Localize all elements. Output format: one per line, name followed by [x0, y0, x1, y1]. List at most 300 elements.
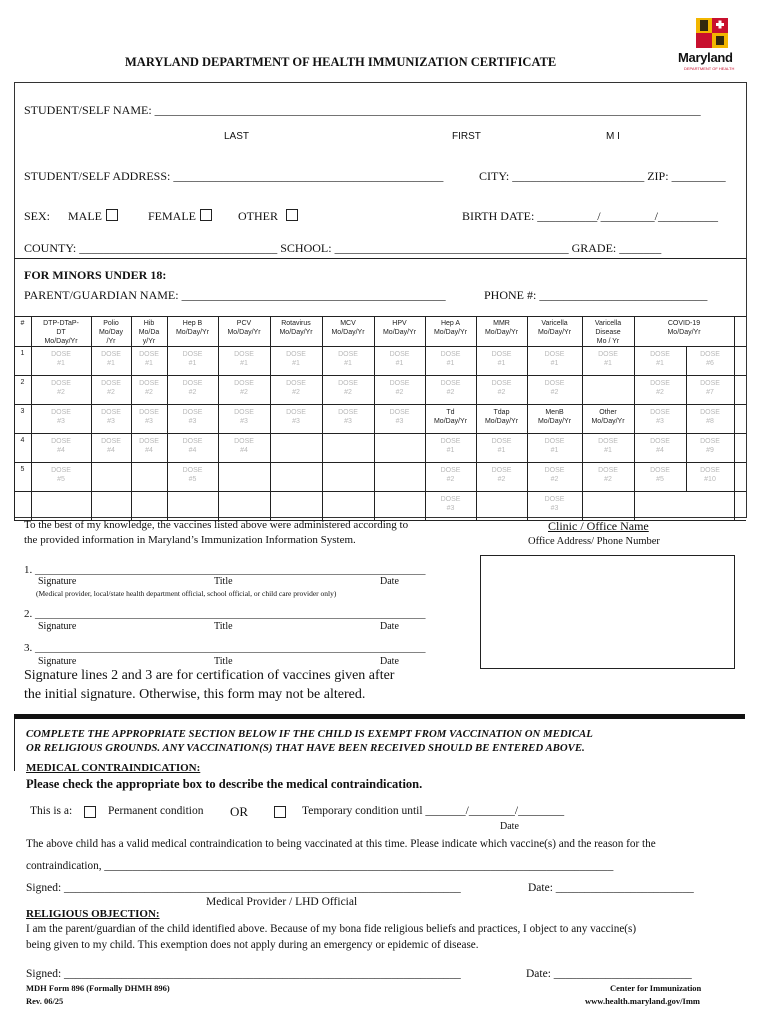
dose-number: #1 [497, 447, 506, 454]
signature-line-1[interactable]: 1. _______________________________________________________________________ [24, 564, 426, 576]
dose-number: #2 [145, 389, 153, 396]
column-header-text: Mo/Day/Yr [382, 329, 417, 336]
dose-number: #1 [395, 360, 404, 367]
dose-number: #3 [344, 418, 352, 425]
male-option[interactable] [68, 209, 118, 224]
vaccine-label-other-text: Mo/Day/Yr [591, 418, 625, 425]
dose-date-field[interactable] [167, 350, 218, 368]
dose-word: DOSE [544, 380, 565, 387]
dose-date-field[interactable] [686, 437, 734, 455]
medical-instruction: Please check the appropriate box to describe the medical contraindication. [26, 777, 423, 791]
dose-word: DOSE [544, 351, 565, 358]
form-number: MDH Form 896 (Formally DHMH 896) [26, 983, 170, 993]
parent-name-field[interactable]: PARENT/GUARDIAN NAME: ____________________________________________ [24, 288, 446, 302]
logo-text: Maryland [678, 50, 733, 65]
dose-date-field[interactable] [167, 437, 218, 455]
first-label: FIRST [452, 131, 481, 142]
temporary-date-field[interactable]: Temporary condition until _______/________/________ [302, 805, 565, 817]
dose-word: DOSE [700, 467, 720, 474]
dose-word: DOSE [286, 351, 306, 358]
dose-date-field[interactable] [131, 350, 167, 368]
column-header [634, 319, 734, 337]
dose-date-field[interactable] [270, 379, 322, 397]
signature-caption: Signature [38, 621, 77, 632]
dose-number: #2 [446, 476, 455, 483]
male-label: MALE [68, 209, 102, 223]
female-option[interactable] [148, 209, 212, 224]
dose-date-field[interactable] [31, 437, 91, 455]
dose-word: DOSE [700, 380, 720, 387]
provider-caption: Medical Provider / LHD Official [206, 896, 358, 908]
or-label: OR [230, 804, 249, 819]
permanent-checkbox[interactable] [84, 806, 96, 818]
dose-word: DOSE [440, 496, 461, 503]
dose-word: DOSE [491, 380, 512, 387]
title-caption: Title [214, 621, 233, 632]
dose-date-field[interactable] [91, 437, 131, 455]
dose-date-field[interactable] [634, 437, 686, 455]
dose-date-field[interactable] [686, 379, 734, 397]
dose-word: DOSE [650, 438, 670, 445]
dose-number: #5 [57, 476, 65, 483]
column-header-text: Rotavirus [281, 320, 311, 327]
dose-number: #1 [188, 360, 197, 367]
column-header-text: Mo / Yr [596, 338, 620, 345]
dose-number: #2 [188, 389, 197, 396]
row-number-text: 4 [20, 437, 25, 444]
column-header-text: Mo/Day/Yr [331, 329, 365, 336]
dose-number: #1 [656, 360, 664, 367]
dose-number: #1 [292, 360, 300, 367]
birth-date-field[interactable]: BIRTH DATE: __________/_________/__________ [462, 209, 718, 223]
exempt-instruction-1: COMPLETE THE APPROPRIATE SECTION BELOW IF THE CHILD IS EXEMPT FROM VACCINATION ON MEDICAL [26, 728, 593, 740]
column-header-text: Mo/Day/Yr [667, 329, 701, 336]
dose-word: DOSE [234, 409, 254, 416]
dose-date-field[interactable] [686, 466, 734, 484]
permanent-label: Permanent condition [108, 805, 204, 817]
dose-number: #1 [497, 360, 506, 367]
dose-number: #5 [656, 476, 664, 483]
dose-word: DOSE [139, 380, 159, 387]
column-header-text: Mo/Day/Yr [279, 329, 313, 336]
dose-word: DOSE [139, 409, 159, 416]
dose-number: #8 [706, 418, 714, 425]
dose-word: DOSE [544, 496, 565, 503]
vaccine-label-tdap-text: Mo/Day/Yr [484, 418, 519, 425]
dose-date-field[interactable] [527, 379, 582, 397]
mi-label: M I [606, 131, 620, 142]
dose-number: #2 [656, 389, 664, 396]
column-header [476, 319, 527, 337]
row-number-text: 3 [20, 408, 25, 415]
dose-date-field[interactable] [131, 379, 167, 397]
dose-date-field[interactable] [634, 379, 686, 397]
dose-date-field[interactable] [374, 408, 425, 426]
dose-number: #1 [446, 447, 455, 454]
dose-date-field[interactable] [527, 495, 582, 513]
dose-word: DOSE [491, 438, 512, 445]
dose-date-field[interactable] [91, 350, 131, 368]
dose-number: #1 [145, 360, 153, 367]
dose-number: #4 [145, 447, 153, 454]
dose-word: DOSE [389, 380, 410, 387]
dose-number: #2 [240, 389, 248, 396]
dose-word: DOSE [700, 351, 720, 358]
column-header-text: Mo/Da [138, 329, 160, 336]
dose-date-field[interactable] [476, 379, 527, 397]
column-header-text: Mo/Day/Yr [433, 329, 468, 336]
dose-word: DOSE [338, 380, 358, 387]
row-number [14, 465, 31, 474]
center-url: www.health.maryland.gov/Imm [585, 996, 700, 1006]
dose-word: DOSE [598, 351, 618, 358]
form-title: MARYLAND DEPARTMENT OF HEALTH IMMUNIZATION CERTIFICATE [125, 55, 557, 69]
row-number [14, 378, 31, 387]
dose-date-field[interactable] [91, 408, 131, 426]
column-header-text: Varicella [594, 320, 622, 327]
column-header [131, 319, 167, 346]
student-address-field[interactable]: STUDENT/SELF ADDRESS: _____________________________________________ [24, 169, 444, 183]
dose-number: #1 [604, 360, 612, 367]
divider [14, 719, 15, 771]
dose-date-field[interactable] [270, 350, 322, 368]
column-header-text: # [20, 320, 25, 327]
dose-number: #10 [704, 476, 716, 483]
other-checkbox[interactable] [286, 209, 298, 221]
dose-word: DOSE [440, 467, 461, 474]
column-header [322, 319, 374, 337]
dose-date-field[interactable] [425, 379, 476, 397]
dose-number: #2 [550, 389, 559, 396]
dose-word: DOSE [338, 351, 358, 358]
dose-word: DOSE [101, 409, 121, 416]
dose-date-field[interactable] [425, 437, 476, 455]
clinic-name-label: Clinic / Office Name [548, 519, 649, 533]
alteration-warning-2: the initial signature. Otherwise, this form may not be altered. [24, 687, 366, 702]
table-grid-line [14, 375, 746, 376]
column-header-text: Hep A [440, 320, 461, 327]
maryland-logo [678, 14, 748, 74]
dose-word: DOSE [650, 467, 670, 474]
row-number [14, 407, 31, 416]
phone-field[interactable]: PHONE #: ____________________________ [484, 288, 708, 302]
male-checkbox[interactable] [106, 209, 118, 221]
vaccine-label-tdap-text: Tdap [493, 409, 510, 416]
clinic-stamp-box[interactable] [480, 555, 735, 669]
dose-date-field[interactable] [634, 408, 686, 426]
dose-date-field[interactable] [374, 379, 425, 397]
dose-word: DOSE [338, 409, 358, 416]
dose-word: DOSE [598, 438, 618, 445]
date-caption: Date [380, 621, 399, 632]
dose-date-field[interactable] [322, 408, 374, 426]
vaccine-label-tdap [476, 408, 527, 426]
dose-number: #1 [604, 447, 612, 454]
dose-date-field[interactable] [167, 466, 218, 484]
column-header-text: Mo/Day/Yr [227, 329, 261, 336]
dose-number: #2 [604, 476, 612, 483]
dose-date-field[interactable] [167, 408, 218, 426]
column-header-text: /Yr [106, 338, 116, 345]
dose-date-field[interactable] [31, 408, 91, 426]
column-header-text: Disease [595, 329, 621, 336]
dose-date-field[interactable] [527, 437, 582, 455]
student-name-field[interactable]: STUDENT/SELF NAME: ___________________________________________________________________________________________ [24, 103, 701, 117]
dose-word: DOSE [491, 467, 512, 474]
date-caption: Date [380, 656, 399, 667]
dose-date-field[interactable] [476, 466, 527, 484]
signature-caption: Signature [38, 576, 77, 587]
dose-word: DOSE [389, 351, 410, 358]
column-header [14, 319, 31, 328]
column-header [582, 319, 634, 346]
date-caption: Date [380, 576, 399, 587]
column-header-text: Hep B [182, 320, 203, 327]
county-school-grade-field[interactable]: COUNTY: _________________________________ SCHOOL: _______________________________________ GRADE: _______ [24, 241, 662, 255]
column-header-text: Varicella [541, 320, 568, 327]
dose-word: DOSE [51, 409, 71, 416]
other-option[interactable] [238, 209, 298, 224]
dose-word: DOSE [51, 380, 71, 387]
religious-text-1: I am the parent/guardian of the child identified above. Because of my bona fide religious beliefs and practices, I object to any vaccine(s) [26, 923, 637, 935]
center-name: Center for Immunization [610, 983, 702, 993]
dose-number: #2 [292, 389, 300, 396]
dose-number: #3 [107, 418, 115, 425]
dose-word: DOSE [650, 351, 670, 358]
dose-date-field[interactable] [476, 437, 527, 455]
dose-number: #1 [550, 447, 559, 454]
attestation-line-1: To the best of my knowledge, the vaccines listed above were administered according to [24, 519, 409, 531]
dose-date-field[interactable] [686, 408, 734, 426]
dose-word: DOSE [51, 467, 71, 474]
female-checkbox[interactable] [200, 209, 212, 221]
title-caption: Title [214, 576, 233, 587]
dose-date-field[interactable] [167, 379, 218, 397]
dose-date-field[interactable] [131, 408, 167, 426]
dose-date-field[interactable] [527, 350, 582, 368]
female-label: FEMALE [148, 209, 196, 223]
dose-date-field[interactable] [476, 350, 527, 368]
dose-word: DOSE [286, 380, 306, 387]
column-header-text: COVID-19 [667, 320, 701, 327]
dose-number: #1 [240, 360, 248, 367]
dose-number: #2 [497, 389, 506, 396]
dose-number: #1 [550, 360, 559, 367]
row-number-text: 1 [20, 350, 25, 357]
logo-subtext: DEPARTMENT OF HEALTH [684, 66, 735, 71]
dose-number: #2 [550, 476, 559, 483]
table-grid-line [14, 433, 746, 434]
column-header-text: Mo/Day/Yr [537, 329, 572, 336]
dose-number: #3 [395, 418, 404, 425]
signature-line-2[interactable]: 2. _______________________________________________________________________ [24, 608, 426, 620]
office-address-label: Office Address/ Phone Number [528, 536, 660, 547]
dose-word: DOSE [51, 351, 71, 358]
dose-number: #3 [550, 505, 559, 512]
dose-date-field[interactable] [218, 350, 270, 368]
dose-number: #4 [57, 447, 65, 454]
religious-signed-field[interactable]: Signed: _____________________________________________________________________ [26, 968, 461, 980]
dose-number: #1 [107, 360, 115, 367]
religious-date-field[interactable]: Date: ________________________ [526, 968, 692, 980]
religious-text-2: being given to my child. This exemption does not apply during an emergency or epidemic of disease. [26, 939, 479, 951]
dose-word: DOSE [101, 380, 121, 387]
dose-number: #9 [706, 447, 714, 454]
dose-word: DOSE [286, 409, 306, 416]
dose-word: DOSE [182, 380, 203, 387]
vaccine-label-td-text: Mo/Day/Yr [433, 418, 468, 425]
contraindication-field[interactable]: contraindication, ___________________________________________________________________________________________ [26, 860, 614, 872]
dose-word: DOSE [440, 438, 461, 445]
dose-number: #4 [188, 447, 197, 454]
table-grid-line [14, 404, 746, 405]
signature-line-3[interactable]: 3. _______________________________________________________________________ [24, 642, 426, 654]
vaccine-label-menb-text: Mo/Day/Yr [537, 418, 572, 425]
maryland-flag-icon [678, 14, 748, 74]
dose-number: #7 [706, 389, 714, 396]
dose-number: #2 [344, 389, 352, 396]
dose-number: #4 [240, 447, 248, 454]
signature-note: (Medical provider, local/state health department official, school official, or child care provider only) [36, 589, 337, 598]
column-header-text: Mo/Day [98, 329, 124, 336]
medical-date-field[interactable]: Date: ________________________ [528, 882, 694, 894]
vaccine-label-other-text: Other [599, 409, 617, 416]
dose-number: #3 [57, 418, 65, 425]
row-number-text: 5 [20, 466, 25, 473]
vaccine-label-td [425, 408, 476, 426]
date-caption: Date [500, 821, 519, 832]
temporary-checkbox[interactable] [274, 806, 286, 818]
dose-number: #2 [497, 476, 506, 483]
column-header [270, 319, 322, 337]
minors-heading: FOR MINORS UNDER 18: [24, 268, 167, 282]
dose-number: #2 [395, 389, 404, 396]
dose-date-field[interactable] [31, 379, 91, 397]
dose-word: DOSE [234, 351, 254, 358]
title-caption: Title [214, 656, 233, 667]
dose-number: #3 [145, 418, 153, 425]
dose-word: DOSE [598, 467, 618, 474]
dose-number: #2 [57, 389, 65, 396]
column-header-text: DT [56, 329, 66, 336]
dose-date-field[interactable] [686, 350, 734, 368]
dose-number: #2 [446, 389, 455, 396]
signature-caption: Signature [38, 656, 77, 667]
dose-date-field[interactable] [374, 350, 425, 368]
column-header-text: DTP-DTaP- [43, 320, 79, 327]
dose-date-field[interactable] [218, 408, 270, 426]
row-number [14, 349, 31, 358]
dose-word: DOSE [182, 409, 203, 416]
column-header-text: PCV [236, 320, 252, 327]
dose-number: #4 [656, 447, 664, 454]
dose-number: #5 [188, 476, 197, 483]
dose-word: DOSE [700, 409, 720, 416]
dose-word: DOSE [389, 409, 410, 416]
column-header-text: Hib [143, 320, 155, 327]
dose-date-field[interactable] [425, 466, 476, 484]
dose-date-field[interactable] [582, 350, 634, 368]
dose-word: DOSE [234, 380, 254, 387]
dose-number: #2 [107, 389, 115, 396]
dose-date-field[interactable] [527, 466, 582, 484]
dose-number: #1 [446, 360, 455, 367]
exempt-instruction-2: OR RELIGIOUS GROUNDS. ANY VACCINATION(S) THAT HAVE BEEN RECEIVED SHOULD BE ENTERED ABOVE. [26, 742, 585, 754]
dose-date-field[interactable] [634, 350, 686, 368]
dose-word: DOSE [650, 380, 670, 387]
dose-date-field[interactable] [131, 437, 167, 455]
dose-word: DOSE [440, 380, 461, 387]
column-header-text: Polio [103, 320, 119, 327]
row-number [14, 436, 31, 445]
dose-date-field[interactable] [218, 437, 270, 455]
medical-signed-field[interactable]: Signed: _____________________________________________________________________ [26, 882, 461, 894]
dose-word: DOSE [101, 438, 121, 445]
dose-word: DOSE [544, 467, 565, 474]
dose-word: DOSE [650, 409, 670, 416]
column-header [31, 319, 91, 346]
column-header-text: HPV [392, 320, 407, 327]
table-grid-line [14, 346, 746, 347]
dose-word: DOSE [544, 438, 565, 445]
dose-number: #3 [240, 418, 248, 425]
dose-word: DOSE [440, 351, 461, 358]
dose-date-field[interactable] [218, 379, 270, 397]
section-divider-bar [14, 714, 745, 719]
dose-word: DOSE [51, 438, 71, 445]
dose-word: DOSE [182, 438, 203, 445]
table-grid-line [14, 462, 746, 463]
column-header-text: Mo/Day/Yr [44, 338, 78, 345]
dose-date-field[interactable] [322, 379, 374, 397]
vaccine-label-other [582, 408, 634, 426]
other-label: OTHER [238, 209, 278, 223]
alteration-warning-1: Signature lines 2 and 3 are for certification of vaccines given after [24, 668, 395, 683]
dose-number: #4 [107, 447, 115, 454]
column-header [218, 319, 270, 337]
this-is-label: This is a: [30, 805, 73, 817]
vaccine-label-td-text: Td [446, 409, 455, 416]
column-header [425, 319, 476, 337]
dose-date-field[interactable] [582, 437, 634, 455]
dose-date-field[interactable] [634, 466, 686, 484]
dose-number: #3 [446, 505, 455, 512]
column-header-text: MMR [493, 320, 510, 327]
dose-date-field[interactable] [270, 408, 322, 426]
dose-date-field[interactable] [582, 466, 634, 484]
dose-word: DOSE [491, 351, 512, 358]
column-header [91, 319, 131, 346]
dose-word: DOSE [700, 438, 720, 445]
dose-number: #3 [656, 418, 664, 425]
vaccine-label-menb-text: MenB [545, 409, 564, 416]
dose-date-field[interactable] [31, 350, 91, 368]
city-zip-field[interactable]: CITY: ______________________ ZIP: _________ [479, 169, 726, 183]
table-grid-line [14, 491, 746, 492]
column-header [167, 319, 218, 337]
vaccine-label-menb [527, 408, 582, 426]
column-header-text: Mo/Day/Yr [175, 329, 210, 336]
dose-date-field[interactable] [31, 466, 91, 484]
column-header-text: y/Yr [142, 338, 156, 345]
sex-label: SEX: [24, 209, 51, 223]
dose-date-field[interactable] [425, 350, 476, 368]
dose-date-field[interactable] [425, 495, 476, 513]
column-header-text: MCV [340, 320, 356, 327]
dose-date-field[interactable] [91, 379, 131, 397]
column-header-text: Mo/Day/Yr [484, 329, 519, 336]
dose-date-field[interactable] [322, 350, 374, 368]
